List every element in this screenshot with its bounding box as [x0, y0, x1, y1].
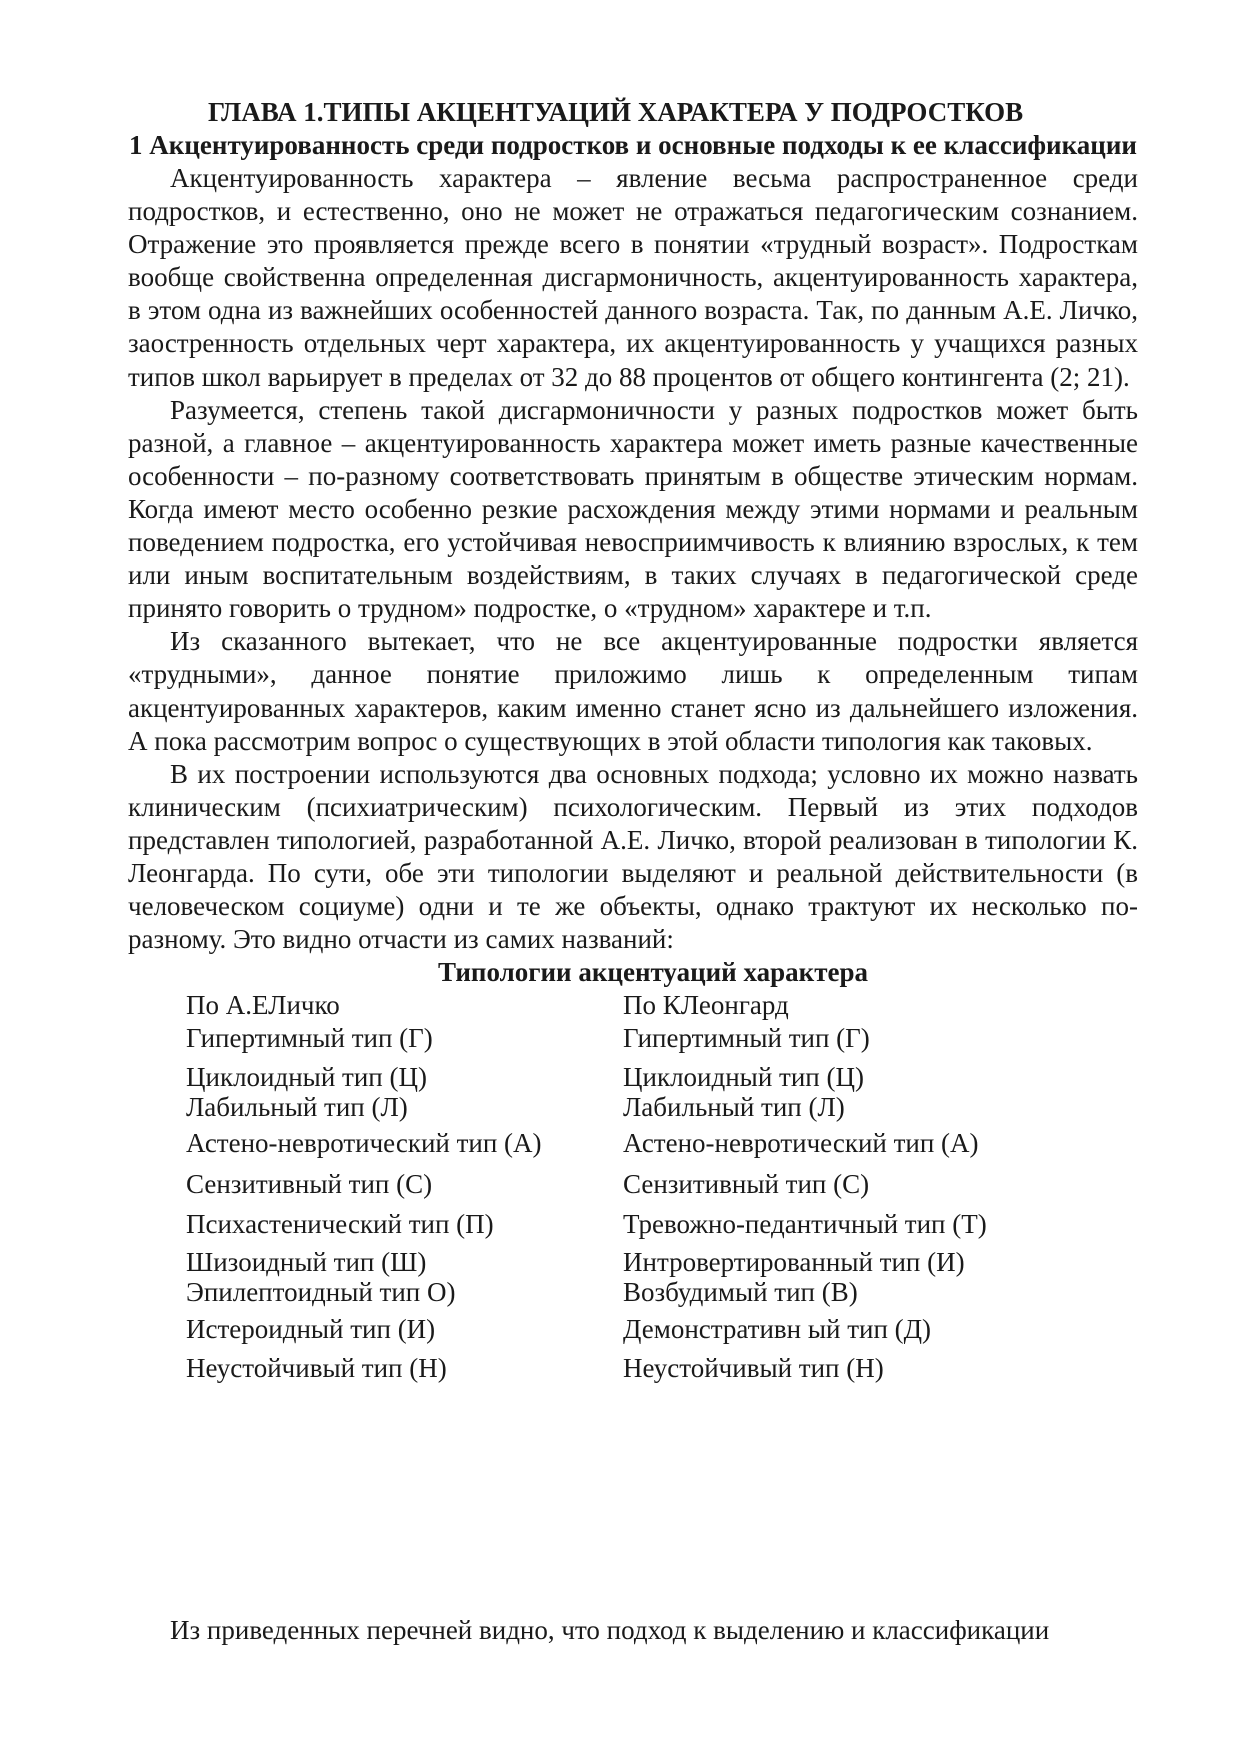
section-title: 1 Акцентуированность среди подростков и основные подходы к ее классификации	[129, 130, 1137, 160]
typology-left-cell: Астено-невротический тип (А)	[186, 1128, 542, 1159]
typology-left-cell: Циклоидный тип (Ц)	[186, 1062, 427, 1093]
typology-right-cell: Тревожно-педантичный тип (Т)	[623, 1209, 987, 1240]
chapter-title: ГЛАВА 1.ТИПЫ АКЦЕНТУАЦИЙ ХАРАКТЕРА У ПОДРОСТКОВ	[208, 97, 1024, 127]
paragraph-1: Акцентуированность характера – явление весьма распространенное среди подростков, и естественно, оно не может не отражаться педагогическим сознанием. Отражение это проявляется прежде всего в понятии «трудный возраст». Подросткам вообще свойственна определенная дисгармоничность, акцентуированность характера, в этом одна из важнейших особенностей данного возраста. Так, по данным А.Е. Личко, заостренность отдельных черт характера, их акцентуированность у учащихся разных типов школ варьирует в пределах от 32 до 88 процентов от общего контингента (2; 21).	[128, 163, 1138, 392]
typology-left-cell: Гипертимный тип (Г)	[186, 1023, 433, 1054]
typology-right-cell: Интровертированный тип (И)	[623, 1247, 965, 1278]
typology-left-cell: Истероидный тип (И)	[186, 1314, 436, 1345]
typology-right-cell: Неустойчивый тип (Н)	[623, 1353, 884, 1384]
typology-right-cell: Астено-невротический тип (А)	[623, 1128, 979, 1159]
paragraph-3: Из сказанного вытекает, что не все акцентуированные подростки является «трудными», данное понятие приложимо лишь к определенным типам акцентуированных характеров, каким именно станет ясно из дальнейшего изложения. А пока рассмотрим вопрос о существующих в этой области типология как таковых.	[128, 626, 1138, 756]
paragraph-2: Разумеется, степень такой дисгармоничности у разных подростков может быть разной, а главное – акцентуированность характера может иметь разные качественные особенности – по-разному соответствовать принятым в обществе этическим нормам. Когда имеют место особенно резкие расхождения между этими нормами и реальным поведением подростка, его устойчивая невосприимчивость к влиянию взрослых, к тем или иным воспитательным воздействиям, в таких случаях в педагогической среде принято говорить о трудном» подростке, о «трудном» характере и т.п.	[128, 394, 1138, 624]
typology-left-cell: Неустойчивый тип (Н)	[186, 1353, 447, 1384]
typology-left-cell: Шизоидный тип (Ш)	[186, 1247, 427, 1278]
typology-right-cell: Гипертимный тип (Г)	[623, 1023, 870, 1054]
typology-right-cell: Демонстративн ый тип (Д)	[623, 1314, 932, 1345]
typology-left-cell: Лабильный тип (Л)	[186, 1092, 408, 1123]
final-paragraph: Из приведенных перечней видно, что подход к выделению и классификации	[170, 1615, 1050, 1645]
typology-right-cell: Лабильный тип (Л)	[623, 1092, 845, 1123]
typology-left-cell: Эпилептоидный тип О)	[186, 1277, 456, 1308]
typology-title: Типологии акцентуаций характера	[438, 957, 868, 988]
typology-right-cell: Возбудимый тип (В)	[623, 1277, 858, 1308]
document-page	[128, 96, 1138, 1409]
typology-right-header: По КЛеонгард	[623, 990, 789, 1021]
typology-table	[128, 989, 1138, 1409]
paragraph-4: В их построении используются два основных подхода; условно их можно назвать клиническим (психиатрическим) психологическим. Первый из этих подходов представлен типологией, разработанной А.Е. Личко, второй реализован в типологии К. Леонгарда. По сути, обе эти типологии выделяют и реальной действительности (в человеческом социуме) одни и те же объекты, однако трактуют их несколько по-разному. Это видно отчасти из самих названий:	[128, 758, 1138, 955]
typology-left-cell: Сензитивный тип (С)	[186, 1169, 433, 1200]
typology-left-cell: Психастенический тип (П)	[186, 1209, 494, 1240]
final-paragraph-block	[128, 1614, 1138, 1647]
typology-left-header: По А.ЕЛичко	[186, 990, 340, 1021]
typology-right-cell: Сензитивный тип (С)	[623, 1169, 870, 1200]
typology-right-cell: Циклоидный тип (Ц)	[623, 1062, 864, 1093]
